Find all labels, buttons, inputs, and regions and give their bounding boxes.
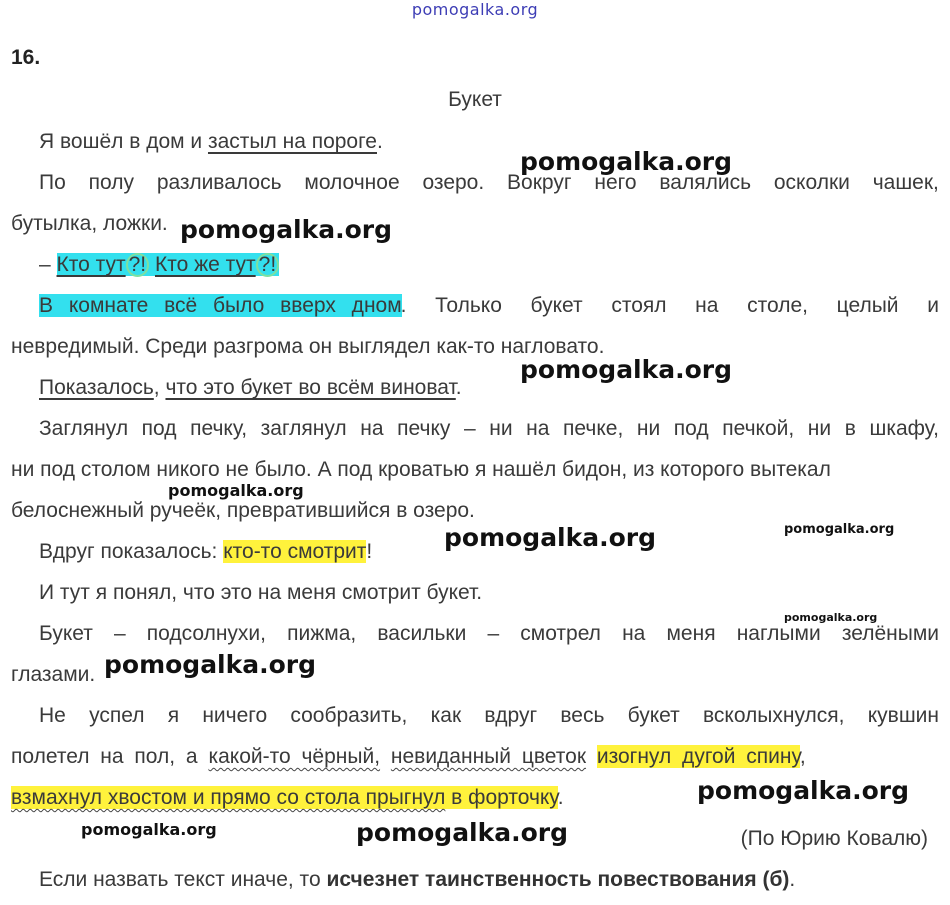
yellow-highlight: в форточку <box>445 786 558 809</box>
word: осколки <box>773 171 850 194</box>
highlighted-question-1: Кто тут <box>56 253 126 276</box>
word: пижма, <box>287 622 357 645</box>
text-title: Букет <box>448 88 502 111</box>
paragraph-10-line-1 <box>39 703 939 729</box>
word: ни <box>636 417 661 440</box>
word: вдруг <box>484 704 538 727</box>
word: . <box>400 294 407 317</box>
yellow-highlight: кто-то смотрит <box>223 540 367 563</box>
word: Вокруг <box>507 171 572 194</box>
text: . <box>557 786 564 809</box>
watermark: pomogalka.org <box>520 355 733 384</box>
paragraph-2-line-2: бутылка, ложки. <box>11 212 168 235</box>
word: стоял <box>611 294 667 317</box>
word: кувшин <box>867 704 939 727</box>
circled-punctuation: ?! <box>256 253 280 277</box>
circled-punctuation: ?! <box>126 253 150 277</box>
word: – <box>463 417 476 440</box>
word: под <box>673 417 709 440</box>
watermark: pomogalka.org <box>180 215 393 244</box>
word: меня <box>666 622 716 645</box>
dash: – <box>39 253 57 276</box>
word: полу <box>88 171 134 194</box>
paragraph-10-line-2 <box>11 744 939 770</box>
paragraph-4-line-1 <box>39 293 939 319</box>
word: васильки <box>377 622 467 645</box>
yellow-highlight: изогнул дугой спину <box>596 745 800 768</box>
text: . <box>377 130 383 153</box>
word: озеро. <box>422 171 485 194</box>
paragraph-2-line-1 <box>39 170 939 196</box>
text: . <box>455 376 462 399</box>
word: на <box>526 417 550 440</box>
watermark: pomogalka.org <box>444 523 657 552</box>
word: ни <box>489 417 513 440</box>
paragraph-4-line-2: невредимый. Среди разгрома он выглядел как-то нагловато. <box>11 335 605 358</box>
word: Заглянул <box>39 417 129 440</box>
word: успел <box>89 704 145 727</box>
word: целый <box>836 294 899 317</box>
text: . <box>789 868 796 891</box>
text: Если назвать текст иначе, то <box>39 868 327 891</box>
attribution: (По Юрию Ковалю) <box>740 827 928 850</box>
text: , <box>153 376 166 399</box>
text: Я вошёл в дом и <box>39 130 208 153</box>
underlined-predicate: Показалось <box>39 376 154 399</box>
word: под <box>141 417 177 440</box>
wavy-underline: какой-то чёрный, <box>208 745 381 768</box>
word: на <box>695 294 719 317</box>
watermark: pomogalka.org <box>168 481 304 500</box>
word: него <box>594 171 637 194</box>
word: на <box>360 417 384 440</box>
word: печку, <box>190 417 248 440</box>
word: печкой, <box>722 417 795 440</box>
watermark: pomogalka.org <box>784 522 895 537</box>
word: весь <box>560 704 605 727</box>
text: полетел на пол, а <box>11 745 198 768</box>
word: печке, <box>563 417 624 440</box>
word: разливалось <box>156 171 282 194</box>
word: как <box>430 704 462 727</box>
paragraph-3 <box>39 252 939 278</box>
word: – <box>487 622 500 645</box>
word: на <box>622 622 646 645</box>
watermark: pomogalka.org <box>784 611 878 624</box>
word: столе, <box>747 294 808 317</box>
word: я <box>167 704 180 727</box>
site-header: pomogalka.org <box>411 0 539 19</box>
word: зелёными <box>841 622 939 645</box>
word: подсолнухи, <box>146 622 266 645</box>
word: – <box>113 622 126 645</box>
watermark: pomogalka.org <box>104 650 317 679</box>
word: ничего <box>202 704 268 727</box>
word: ни <box>807 417 832 440</box>
answer-bold: исчезнет таинственность повествования (б) <box>326 868 790 891</box>
word: букет <box>530 294 583 317</box>
word: наглыми <box>736 622 821 645</box>
word: смотрел <box>520 622 601 645</box>
wavy-underline: взмахнул хвостом и прямо со стола прыгнул <box>11 786 446 809</box>
underlined-clause: что это букет во всём виноват <box>165 376 456 399</box>
text: ! <box>366 540 373 563</box>
highlighted-question-2: Кто же тут <box>154 253 256 276</box>
paragraph-9-line-2: глазами. <box>11 663 96 686</box>
highlight-group <box>39 293 407 319</box>
word: заглянул <box>260 417 347 440</box>
word: валялись <box>659 171 752 194</box>
answer <box>39 867 939 893</box>
task-number: 16. <box>11 46 41 69</box>
paragraph-5 <box>39 375 939 401</box>
paragraph-9-line-1 <box>39 621 939 647</box>
paragraph-8: И тут я понял, что это на меня смотрит букет. <box>39 581 483 604</box>
watermark: pomogalka.org <box>356 818 569 847</box>
word: в <box>844 417 856 440</box>
word: По <box>39 171 66 194</box>
word: молочное <box>304 171 400 194</box>
watermark: pomogalka.org <box>81 820 217 839</box>
underlined-predicate: застыл на пороге <box>207 130 377 153</box>
text: Вдруг показалось: <box>39 540 224 563</box>
paragraph-6-line-1 <box>39 416 939 442</box>
paragraph-6-line-3: белоснежный ручеёк, превратившийся в озеро. <box>11 499 475 522</box>
word: шкафу, <box>869 417 939 440</box>
paragraph-6-line-2: ни под столом никого не было. А под кроватью я нашёл бидон, из которого вытекал <box>11 458 831 481</box>
word: печку <box>397 417 451 440</box>
watermark: pomogalka.org <box>520 147 733 176</box>
word: чашек, <box>872 171 939 194</box>
word: Букет <box>39 622 93 645</box>
word: всколыхнулся, <box>702 704 845 727</box>
word: Только <box>435 294 502 317</box>
watermark: pomogalka.org <box>697 776 910 805</box>
wavy-underline: невиданный цветок <box>390 745 587 768</box>
word: и <box>927 294 939 317</box>
word: сообразить, <box>290 704 408 727</box>
paragraph-1 <box>39 129 939 155</box>
word: букет <box>627 704 680 727</box>
highlighted-sentence: В комнате всё было вверх дном <box>39 294 402 317</box>
word: Не <box>39 704 66 727</box>
text: , <box>799 745 806 768</box>
